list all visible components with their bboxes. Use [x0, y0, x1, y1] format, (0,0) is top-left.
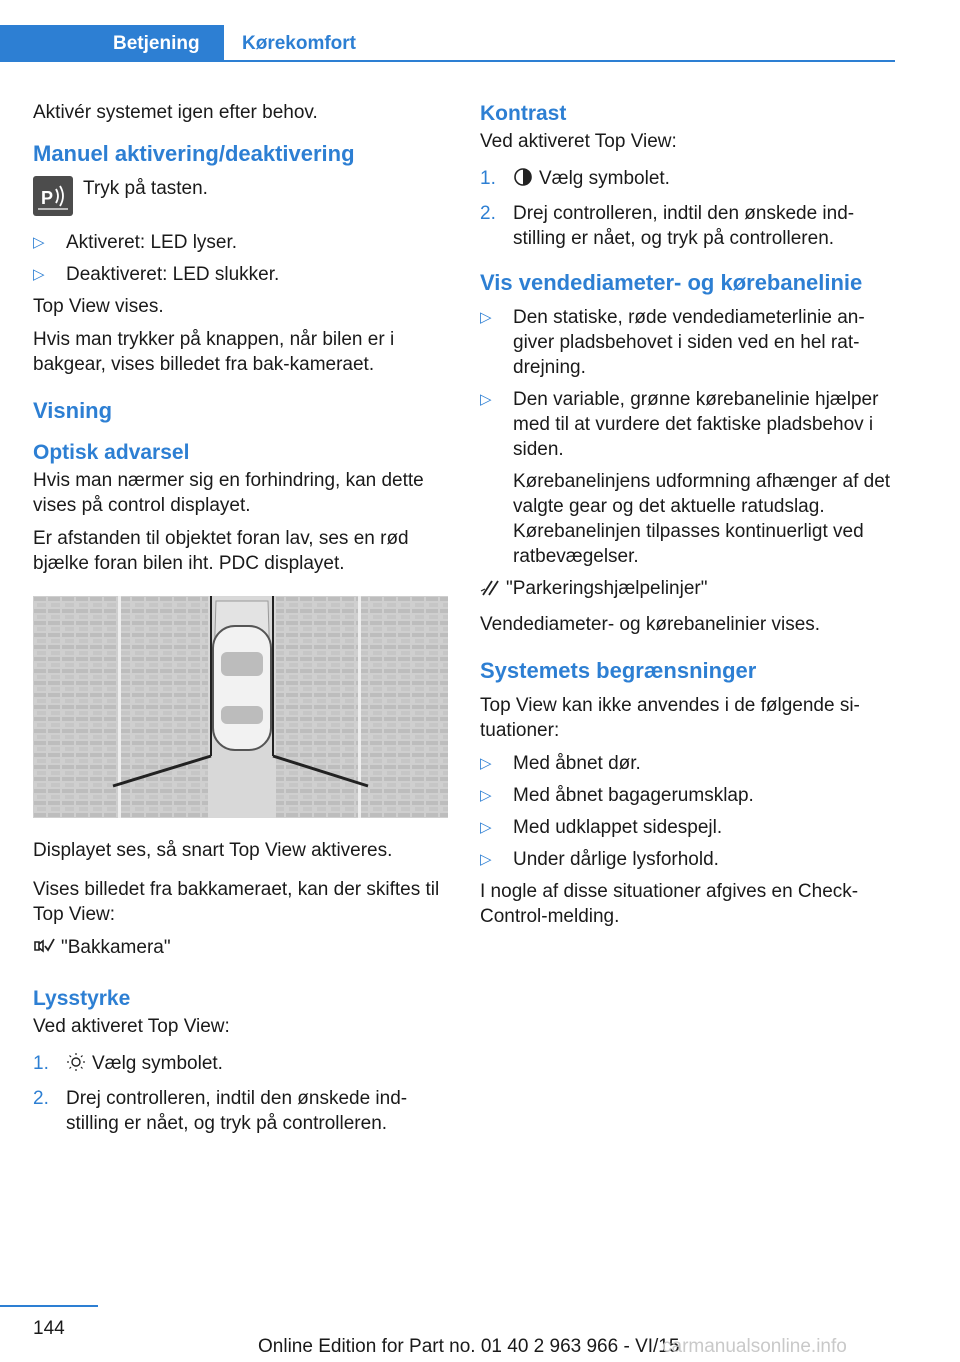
list-item: 1. Vælg symbolet. [480, 166, 895, 194]
triangle-bullet-icon: ▷ [33, 234, 45, 251]
bakkamera-row: "Bakkamera" [33, 935, 448, 963]
list-item: ▷ Den variable, grønne kørebanelinie hjælper med til at vurdere det faktiske pladsbehov i siden. Kørebanelinjens udformning afhænger af det valgte gear og det aktuelle ratudslag. Kørebanelinjen tilpasses kontinuerligt ved ratbevægelser. [480, 389, 891, 567]
list-item: ▷ Med åbnet bagagerumsklap. [480, 785, 754, 806]
display-caption: Displayet ses, så snart Top View aktiveres. [33, 840, 393, 861]
vendediameter-text: Vendediameter- og kørebanelinier vises. [480, 614, 821, 635]
optisk-heading: Optisk advarsel [33, 441, 190, 464]
tab-korekomfort[interactable]: Kørekomfort [242, 33, 357, 54]
header-rule [224, 60, 895, 62]
list-item: ▷ Deaktiveret: LED slukker. [33, 264, 280, 285]
parkering-row: "Parkeringshjælpelinjer" [480, 576, 895, 604]
lysstyrke-intro: Ved aktiveret Top View: [33, 1016, 230, 1037]
switch-text: Vises billedet fra bakkameraet, kan der skiftes til Top View: [33, 879, 440, 925]
watermark: carmanualsonline.info [662, 1336, 847, 1357]
list-item: ▷ Aktiveret: LED lyser. [33, 232, 238, 253]
triangle-bullet-icon: ▷ [480, 819, 492, 836]
kontrast-heading: Kontrast [480, 102, 567, 125]
status-list [33, 230, 448, 287]
online-edition-text: Online Edition for Part no. 01 40 2 963 966 - VI/15 [258, 1336, 680, 1357]
left-column [33, 100, 448, 1144]
begraens-list [480, 751, 895, 872]
begraens-intro: Top View kan ikke anvendes i de følgende si-tuationer: [480, 695, 860, 741]
svg-text:P: P [41, 188, 54, 208]
list-item: ▷ Under dårlige lysforhold. [480, 849, 719, 870]
optisk-text-1: Hvis man nærmer sig en forhindring, kan dette vises på control displayet. [33, 470, 424, 516]
page-header [0, 0, 895, 62]
footer-rule [0, 1305, 98, 1307]
triangle-bullet-icon: ▷ [480, 309, 492, 326]
list-item: ▷ Med åbnet dør. [480, 753, 641, 774]
contrast-icon [513, 167, 533, 194]
pdc-key-icon [33, 176, 73, 216]
visning-heading: Visning [33, 398, 113, 423]
vis-heading: Vis vendediameter- og kørebanelinie [480, 270, 863, 295]
top-view-figure [33, 596, 448, 818]
triangle-bullet-icon: ▷ [480, 391, 492, 408]
lysstyrke-steps [33, 1051, 448, 1136]
list-item: 2. Drej controlleren, indtil den ønskede ind-stilling er nået, og tryk på controlleren. [480, 203, 855, 249]
reverse-text: Hvis man trykker på knappen, når bilen er i bakgear, vises billedet fra bak-kameraet. [33, 329, 395, 375]
kontrast-intro: Ved aktiveret Top View: [480, 131, 677, 152]
key-instruction [33, 176, 448, 226]
kontrast-steps [480, 166, 895, 251]
triangle-bullet-icon: ▷ [33, 266, 45, 283]
list-item: ▷ Med udklappet sidespejl. [480, 817, 723, 838]
triangle-bullet-icon: ▷ [480, 851, 492, 868]
list-item: 1. Vælg symbolet. [33, 1051, 448, 1079]
optisk-text-2: Er afstanden til objektet foran lav, ses en rød bjælke foran bilen iht. PDC displayet. [33, 528, 409, 574]
list-item: ▷ Den statiske, røde vendediameterlinie an-giver pladsbehovet i siden ved en hel rat-drejning. [480, 307, 865, 378]
key-text: Tryk på tasten. [83, 178, 208, 199]
lysstyrke-heading: Lysstyrke [33, 987, 131, 1010]
camera-icon [33, 936, 55, 963]
page-number: 144 [33, 1318, 65, 1339]
brightness-icon [66, 1052, 86, 1079]
vis-list [480, 305, 895, 569]
tab-betjening[interactable]: Betjening [0, 25, 224, 62]
triangle-bullet-icon: ▷ [480, 755, 492, 772]
right-column [480, 100, 895, 937]
list-item: 2. Drej controlleren, indtil den ønskede ind-stilling er nået, og tryk på controlleren. [33, 1088, 408, 1134]
manual-heading: Manuel aktivering/deaktivering [33, 141, 355, 166]
parking-lines-icon [480, 577, 500, 604]
begraens-heading: Systemets begrænsninger [480, 658, 757, 683]
intro-text: Aktivér systemet igen efter behov. [33, 102, 318, 123]
triangle-bullet-icon: ▷ [480, 787, 492, 804]
checkcontrol-text: I nogle af disse situationer afgives en Check-Control-melding. [480, 881, 859, 927]
top-view-shown: Top View vises. [33, 296, 164, 317]
